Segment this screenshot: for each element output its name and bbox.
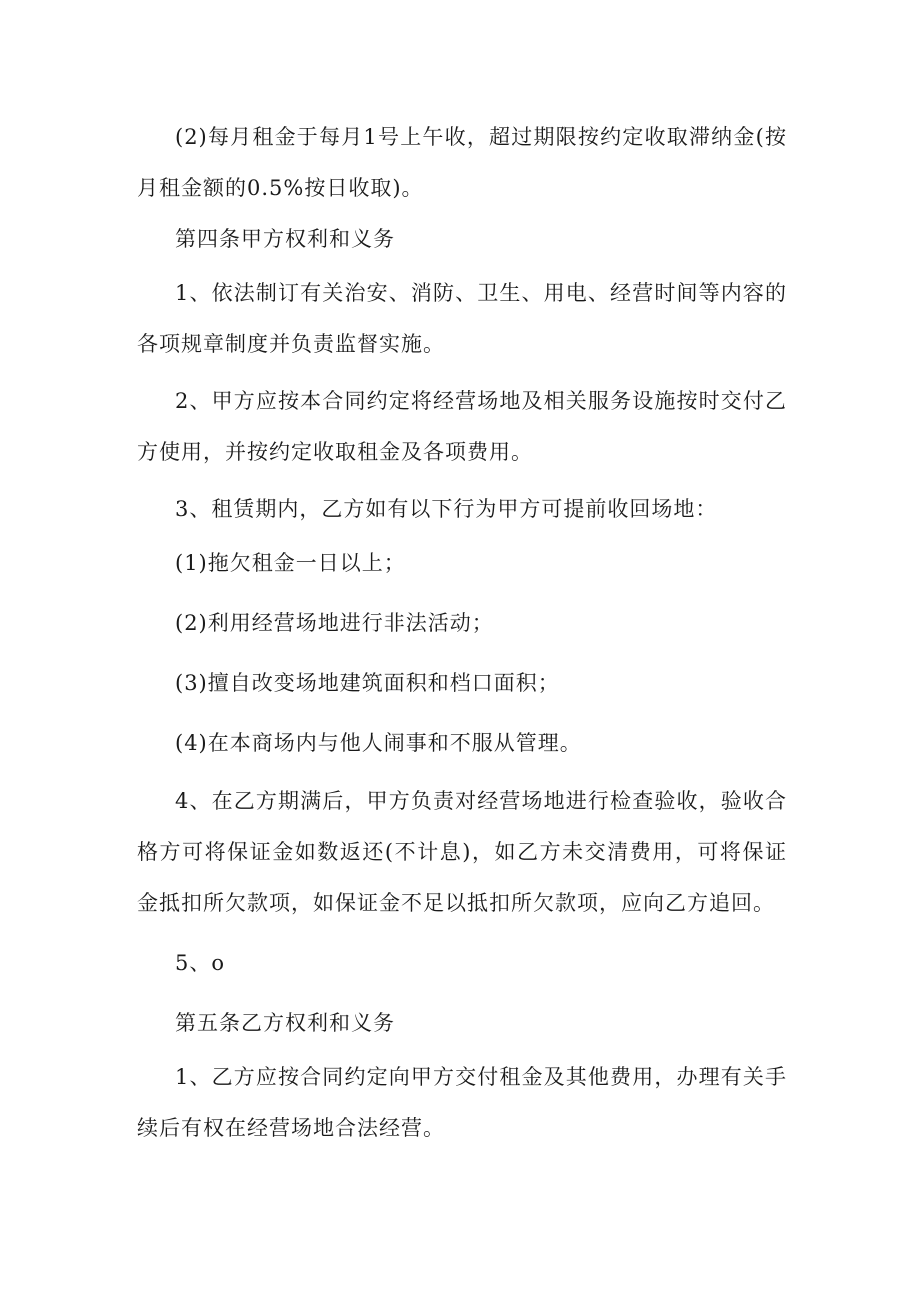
- list-item-rent-arrears: (1)拖欠租金一日以上；: [175, 551, 406, 575]
- paragraph-deliver-premises: 2、甲方应按本合同约定将经营场地及相关服务设施按时交付乙方使用，并按约定收取租金及各项费用。: [137, 389, 787, 464]
- list-item-unauthorized-change: (3)擅自改变场地建筑面积和档口面积；: [175, 671, 560, 695]
- list-item-illegal-activity: (2)利用经营场地进行非法活动；: [175, 611, 494, 635]
- paragraph-tenant-payment-rights: 1、乙方应按合同约定向甲方交付租金及其他费用，办理有关手续后有权在经营场地合法经营。: [137, 1065, 787, 1140]
- paragraph-rules-and-supervision: 1、依法制订有关治安、消防、卫生、用电、经营时间等内容的各项规章制度并负责监督实施。: [137, 281, 787, 356]
- heading-article-four: 第四条甲方权利和义务: [175, 227, 395, 251]
- paragraph-early-recovery-conditions: 3、租赁期内，乙方如有以下行为甲方可提前收回场地：: [175, 497, 718, 521]
- list-item-disturbance: (4)在本商场内与他人闹事和不服从管理。: [175, 731, 582, 755]
- paragraph-rent-payment-terms: (2)每月租金于每月1号上午收，超过期限按约定收取滞纳金(按月租金额的0.5%按日收取)。: [137, 125, 787, 200]
- paragraph-deposit-return: 4、在乙方期满后，甲方负责对经营场地进行检查验收，验收合格方可将保证金如数返还(不计息)，如乙方未交清费用，可将保证金抵扣所欠款项，如保证金不足以抵扣所欠款项，应向乙方追回。: [137, 789, 787, 915]
- paragraph-item-five: 5、o: [175, 951, 226, 975]
- heading-article-five: 第五条乙方权利和义务: [175, 1011, 395, 1035]
